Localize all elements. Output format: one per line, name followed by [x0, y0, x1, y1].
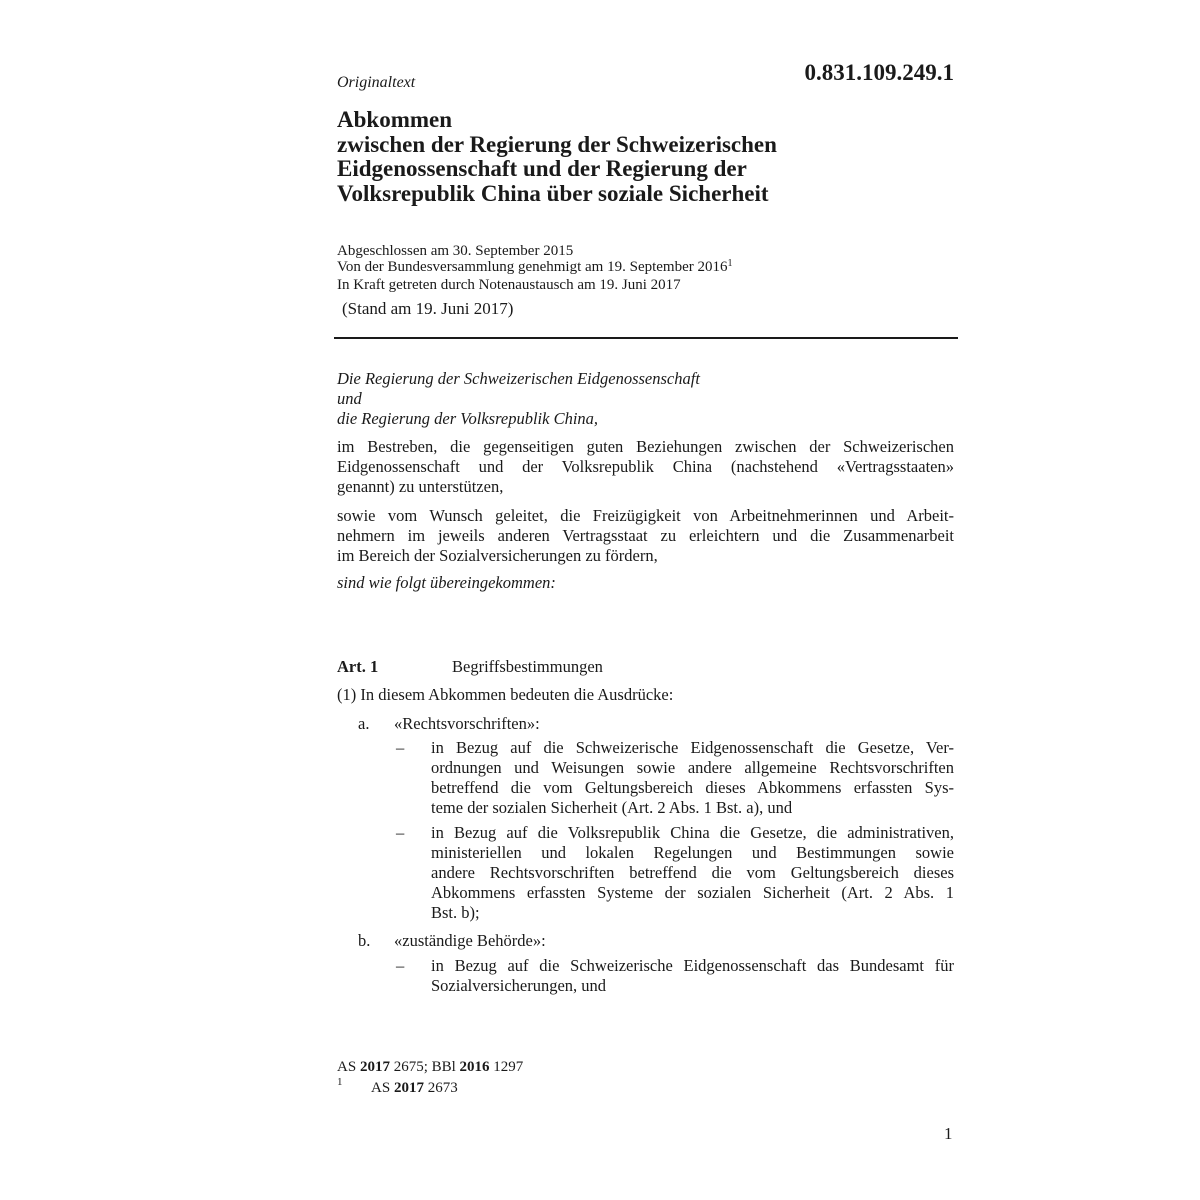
title-line: Abkommen — [337, 107, 453, 132]
title-line: Eidgenossenschaft und der Regierung der — [337, 156, 747, 181]
approved-date: Von der Bundesversammlung genehmigt am 19. September 2016 — [337, 259, 728, 275]
text-line: sind wie folgt übereingekommen: — [337, 573, 556, 592]
list-letter-b: b. — [358, 931, 371, 950]
title-line: Volksrepublik China über soziale Sicherheit — [337, 180, 769, 206]
dash-marker: – — [396, 823, 405, 842]
text-line: teme der sozialen Sicherheit (Art. 2 Abs. 1 Bst. a), und — [431, 798, 793, 817]
text-line: sowie vom Wunsch geleitet, die Freizügigkeit von Arbeitnehmerinnen und Arbeit- — [337, 506, 954, 525]
page-number: 1 — [944, 1124, 953, 1143]
text-line: Eidgenossenschaft und der Volksrepublik China (nachstehend «Vertragsstaaten» — [337, 457, 954, 476]
approval-line — [337, 259, 733, 277]
article-number: Art. 1 — [337, 657, 379, 676]
concluded-date: Abgeschlossen am 30. September 2015 — [337, 243, 574, 259]
text-line: Abkommens erfassten Systeme der sozialen Sicherheit (Art. 2 Abs. 1 — [431, 883, 954, 902]
document-title — [337, 108, 777, 206]
preamble-closing — [337, 573, 954, 593]
ref-prefix: AS — [337, 1059, 360, 1075]
ref-page: 2675; BBl — [389, 1059, 460, 1075]
term-zustaendige-behoerde: «zuständige Behörde»: — [394, 931, 546, 950]
text-line: nehmern im jeweils anderen Vertragsstaat zu erleichtern und die Zusammenarbeit — [337, 526, 954, 545]
preamble-parties — [337, 369, 700, 429]
text-line: Sozialversicherungen, und — [431, 976, 607, 995]
party-line: Die Regierung der Schweizerischen Eidgenossenschaft — [337, 369, 700, 388]
ref-year: 2017 — [359, 1059, 390, 1075]
article-paragraph-intro: (1) In diesem Abkommen bedeuten die Ausdrücke: — [337, 685, 674, 704]
in-force-date: In Kraft getreten durch Notenaustausch am 19. Juni 2017 — [337, 277, 681, 293]
definition-item — [431, 738, 954, 818]
sr-number: 0.831.109.249.1 — [804, 60, 954, 85]
footnote-ref[interactable]: 1 — [727, 258, 733, 269]
footnote-mark: 1 — [337, 1076, 343, 1088]
text-line: in Bezug auf die Volksrepublik China die Gesetze, die administrativen, — [431, 823, 954, 842]
text-line: andere Rechtsvorschriften betreffend die vom Geltungsbereich dieses — [431, 863, 954, 882]
text-line: im Bereich der Sozialversicherungen zu fördern, — [337, 546, 658, 565]
definition-item — [431, 956, 954, 996]
ref-prefix: AS — [371, 1080, 394, 1096]
text-line: in Bezug auf die Schweizerische Eidgenossenschaft die Gesetze, Ver- — [431, 738, 954, 757]
text-line: ordnungen und Weisungen sowie andere allgemeine Rechtsvorschriften — [431, 758, 954, 777]
preamble-paragraph-1 — [337, 437, 954, 497]
text-line: betreffend die vom Geltungsbereich dieses Abkommens erfassten Sys- — [431, 778, 954, 797]
document-metadata — [337, 243, 733, 293]
ref-year: 2017 — [393, 1080, 424, 1096]
text-line: ministeriellen und lokalen Regelungen und Bestimmungen sowie — [431, 843, 954, 862]
header-divider — [334, 337, 958, 339]
ref-page: 1297 — [489, 1059, 524, 1075]
originaltext-label: Originaltext — [337, 74, 416, 91]
text-line: im Bestreben, die gegenseitigen guten Beziehungen zwischen der Schweizerischen — [337, 437, 954, 456]
dash-marker: – — [396, 956, 405, 975]
title-line: zwischen der Regierung der Schweizerischen — [337, 131, 777, 157]
definition-item — [431, 823, 954, 923]
preamble-paragraph-2 — [337, 506, 954, 566]
term-rechtsvorschriften: «Rechtsvorschriften»: — [394, 714, 540, 733]
party-line: und — [337, 389, 362, 408]
footnote-1 — [371, 1080, 458, 1097]
text-line: in Bezug auf die Schweizerische Eidgenossenschaft das Bundesamt für — [431, 956, 954, 975]
source-reference — [337, 1059, 523, 1076]
ref-year: 2016 — [459, 1059, 490, 1075]
party-line: die Regierung der Volksrepublik China, — [337, 409, 599, 428]
text-line: Bst. b); — [431, 903, 480, 922]
dash-marker: – — [396, 738, 405, 757]
text-line: genannt) zu unterstützen, — [337, 477, 504, 496]
ref-page: 2673 — [423, 1080, 458, 1096]
status-date: (Stand am 19. Juni 2017) — [342, 299, 514, 318]
list-letter-a: a. — [358, 714, 370, 733]
article-title: Begriffsbestimmungen — [452, 657, 603, 676]
